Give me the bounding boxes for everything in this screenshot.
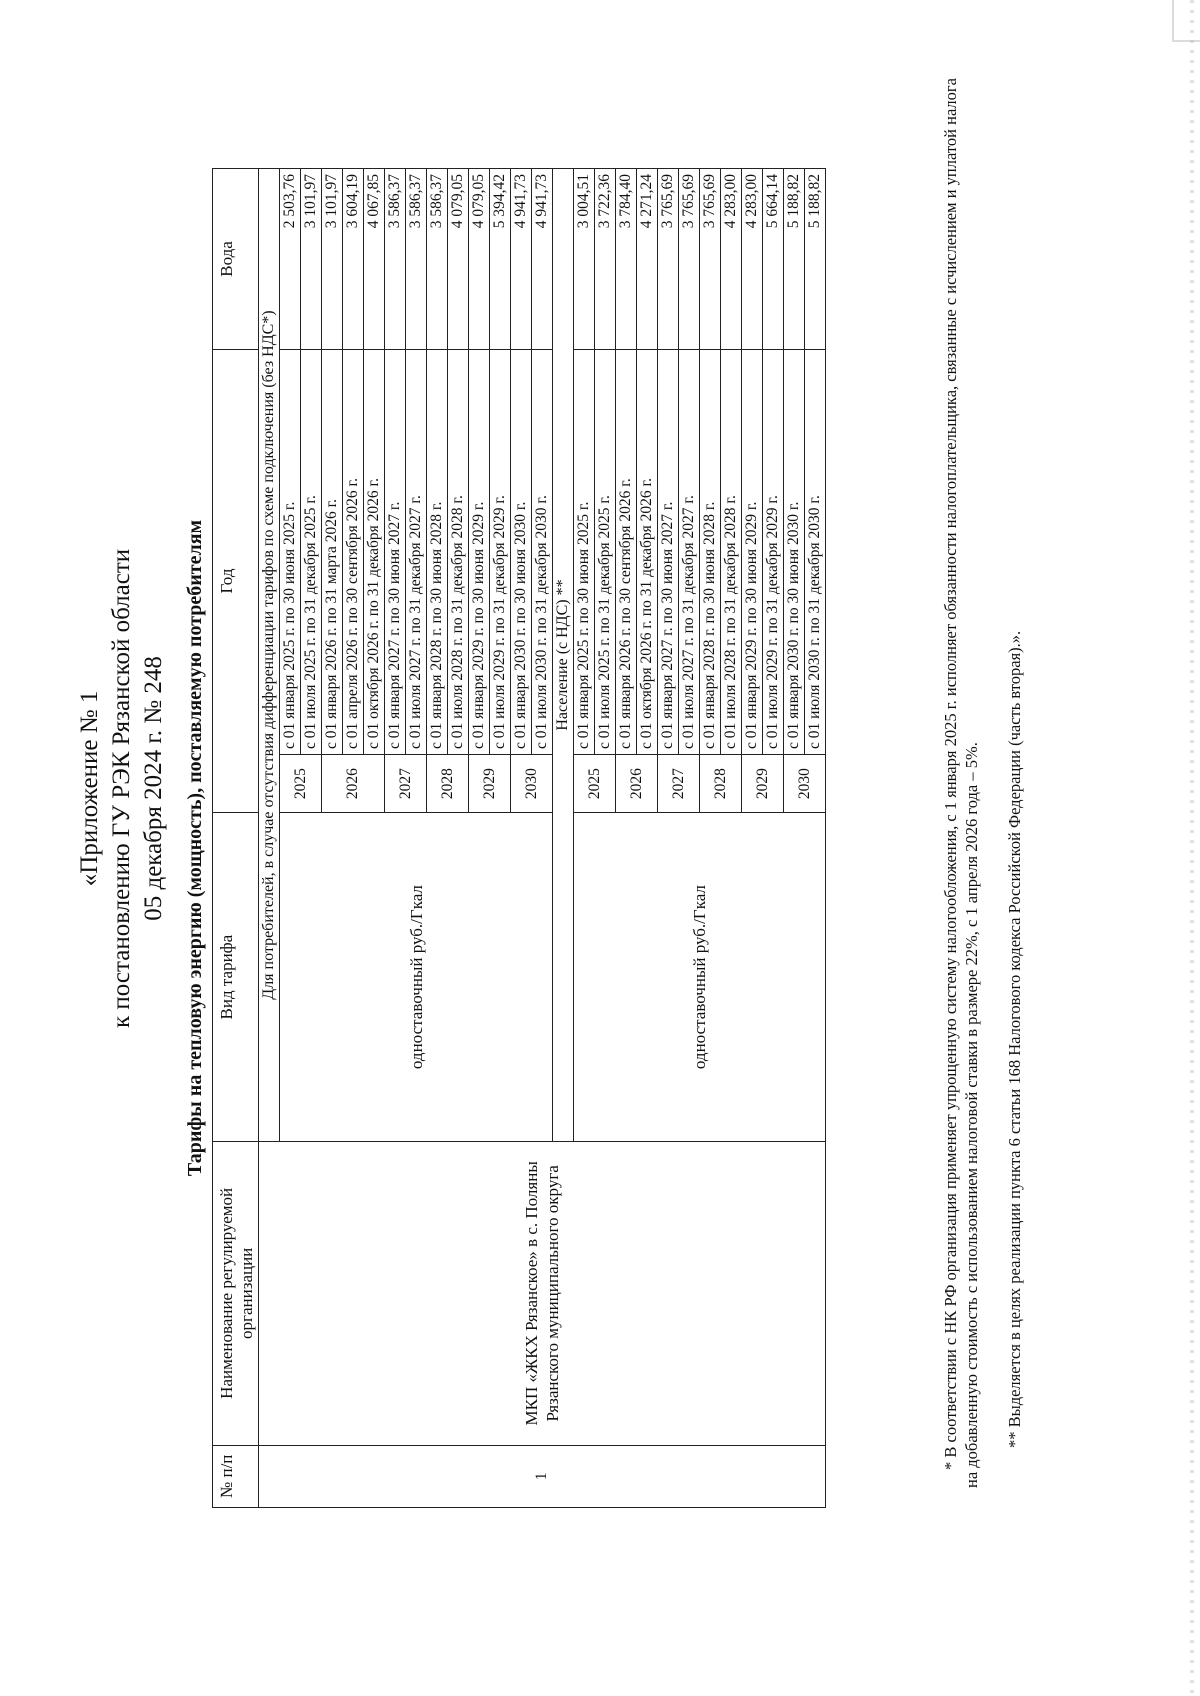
header-line-2: к постановлению ГУ РЭК Рязанской области [108, 548, 135, 1028]
year-cell: 2027 [385, 754, 427, 812]
year-cell: 2029 [469, 754, 511, 812]
table-header-row [213, 169, 259, 1508]
tariff-kind: одноставочный руб./Гкал [574, 813, 826, 1142]
water-value-cell: 2 503,76 [280, 169, 301, 350]
footnote-2: ** Выделяется в целях реализации пункта 6 статьи 168 Налогового кодекса Российской Федерации (часть вторая).». [1005, 630, 1024, 1448]
tariff-kind: одноставочный руб./Гкал [280, 813, 553, 1142]
period-cell: с 01 июля 2028 г. по 31 декабря 2028 г. [721, 349, 742, 754]
year-cell: 2025 [574, 754, 616, 812]
period-cell: с 01 июля 2030 г. по 31 декабря 2030 г. [532, 349, 553, 754]
section-title: Население (с НДС) ** [553, 169, 574, 1142]
water-value-cell: 4 079,05 [448, 169, 469, 350]
period-cell: с 01 января 2028 г. по 30 июня 2028 г. [427, 349, 448, 754]
water-value-cell: 3 004,51 [574, 169, 595, 350]
year-cell: 2027 [658, 754, 700, 812]
scan-edge [1190, 0, 1194, 1696]
period-cell: с 01 января 2027 г. по 30 июня 2027 г. [385, 349, 406, 754]
header-line-1: «Приложение № 1 [76, 690, 103, 887]
col-kind-header: Вид тарифа [213, 813, 259, 1142]
year-cell: 2029 [742, 754, 784, 812]
org-name: МКП «ЖКХ Рязанское» в с. Поляны Рязанского муниципального округа [259, 1142, 826, 1446]
period-cell: с 01 января 2030 г. по 30 июня 2030 г. [784, 349, 805, 754]
water-value-cell: 5 664,14 [763, 169, 784, 350]
rotated-page [22, 28, 1162, 1668]
org-number: 1 [259, 1445, 826, 1507]
table-body [259, 169, 826, 1508]
period-cell: с 01 января 2025 г. по 30 июня 2025 г. [574, 349, 595, 754]
year-cell: 2030 [784, 754, 826, 812]
period-cell: с 01 июля 2029 г. по 31 декабря 2029 г. [490, 349, 511, 754]
water-value-cell: 3 586,37 [427, 169, 448, 350]
period-cell: с 01 июля 2027 г. по 31 декабря 2027 г. [406, 349, 427, 754]
water-value-cell: 5 188,82 [784, 169, 805, 350]
water-value-cell: 4 283,00 [721, 169, 742, 350]
period-cell: с 01 апреля 2026 г. по 30 сентября 2026 г. [343, 349, 364, 754]
period-cell: с 01 января 2029 г. по 30 июня 2029 г. [469, 349, 490, 754]
header-line-3: 05 декабря 2024 г. № 248 [140, 656, 167, 921]
year-cell: 2025 [280, 754, 322, 812]
water-value-cell: 3 586,37 [385, 169, 406, 350]
section-title-row [259, 169, 280, 1508]
water-value-cell: 3 101,97 [301, 169, 322, 350]
table-title: Тарифы на тепловую энергию (мощность), поставляемую потребителям [184, 519, 206, 1177]
water-value-cell: 3 604,19 [343, 169, 364, 350]
period-cell: с 01 июля 2025 г. по 31 декабря 2025 г. [595, 349, 616, 754]
year-cell: 2030 [511, 754, 553, 812]
year-cell: 2026 [322, 754, 385, 812]
period-cell: с 01 июля 2025 г. по 31 декабря 2025 г. [301, 349, 322, 754]
footnote-1: * В соответствии с НК РФ организация применяет упрощенную систему налогообложения, с 1 января 2025 г. исполняет обязанности налогоплательщика, связанные с исчислением и уплатой налога на добавленную стоимость с использованием налоговой ставки в размере 22%, с 1 апреля 2026 года – 5%. [941, 78, 981, 1488]
water-value-cell: 3 765,69 [700, 169, 721, 350]
period-cell: с 01 января 2029 г. по 30 июня 2029 г. [742, 349, 763, 754]
period-cell: с 01 октября 2026 г. по 31 декабря 2026 г. [637, 349, 658, 754]
year-cell: 2026 [616, 754, 658, 812]
period-cell: с 01 января 2028 г. по 30 июня 2028 г. [700, 349, 721, 754]
col-org-header: Наименование регулируемой организации [213, 1142, 259, 1446]
period-cell: с 01 июля 2030 г. по 31 декабря 2030 г. [805, 349, 826, 754]
water-value-cell: 5 188,82 [805, 169, 826, 350]
year-cell: 2028 [700, 754, 742, 812]
water-value-cell: 3 765,69 [679, 169, 700, 350]
period-cell: с 01 января 2026 г. по 30 сентября 2026 г. [616, 349, 637, 754]
water-value-cell: 3 784,40 [616, 169, 637, 350]
water-value-cell: 3 101,97 [322, 169, 343, 350]
tariff-table [212, 168, 826, 1508]
water-value-cell: 3 765,69 [658, 169, 679, 350]
water-value-cell: 4 941,73 [532, 169, 553, 350]
water-value-cell: 4 271,24 [637, 169, 658, 350]
col-water-header: Вода [213, 169, 259, 350]
water-value-cell: 3 586,37 [406, 169, 427, 350]
period-cell: с 01 января 2025 г. по 30 июня 2025 г. [280, 349, 301, 754]
water-value-cell: 5 394,42 [490, 169, 511, 350]
period-cell: с 01 октября 2026 г. по 31 декабря 2026 г. [364, 349, 385, 754]
period-cell: с 01 января 2030 г. по 30 июня 2030 г. [511, 349, 532, 754]
period-cell: с 01 января 2027 г. по 30 июня 2027 г. [658, 349, 679, 754]
water-value-cell: 4 067,85 [364, 169, 385, 350]
section-title: Для потребителей, в случае отсутствия дифференциации тарифов по схеме подключения (без НДС*) [259, 169, 280, 1142]
water-value-cell: 4 079,05 [469, 169, 490, 350]
year-cell: 2028 [427, 754, 469, 812]
scan-corner [1172, 0, 1200, 42]
period-cell: с 01 июля 2027 г. по 31 декабря 2027 г. [679, 349, 700, 754]
period-cell: с 01 января 2026 г. по 31 марта 2026 г. [322, 349, 343, 754]
period-cell: с 01 июля 2028 г. по 31 декабря 2028 г. [448, 349, 469, 754]
col-num-header: № п/п [213, 1445, 259, 1507]
water-value-cell: 3 722,36 [595, 169, 616, 350]
appendix-header [74, 549, 170, 1028]
water-value-cell: 4 941,73 [511, 169, 532, 350]
col-year-header: Год [213, 349, 259, 812]
water-value-cell: 4 283,00 [742, 169, 763, 350]
period-cell: с 01 июля 2029 г. по 31 декабря 2029 г. [763, 349, 784, 754]
